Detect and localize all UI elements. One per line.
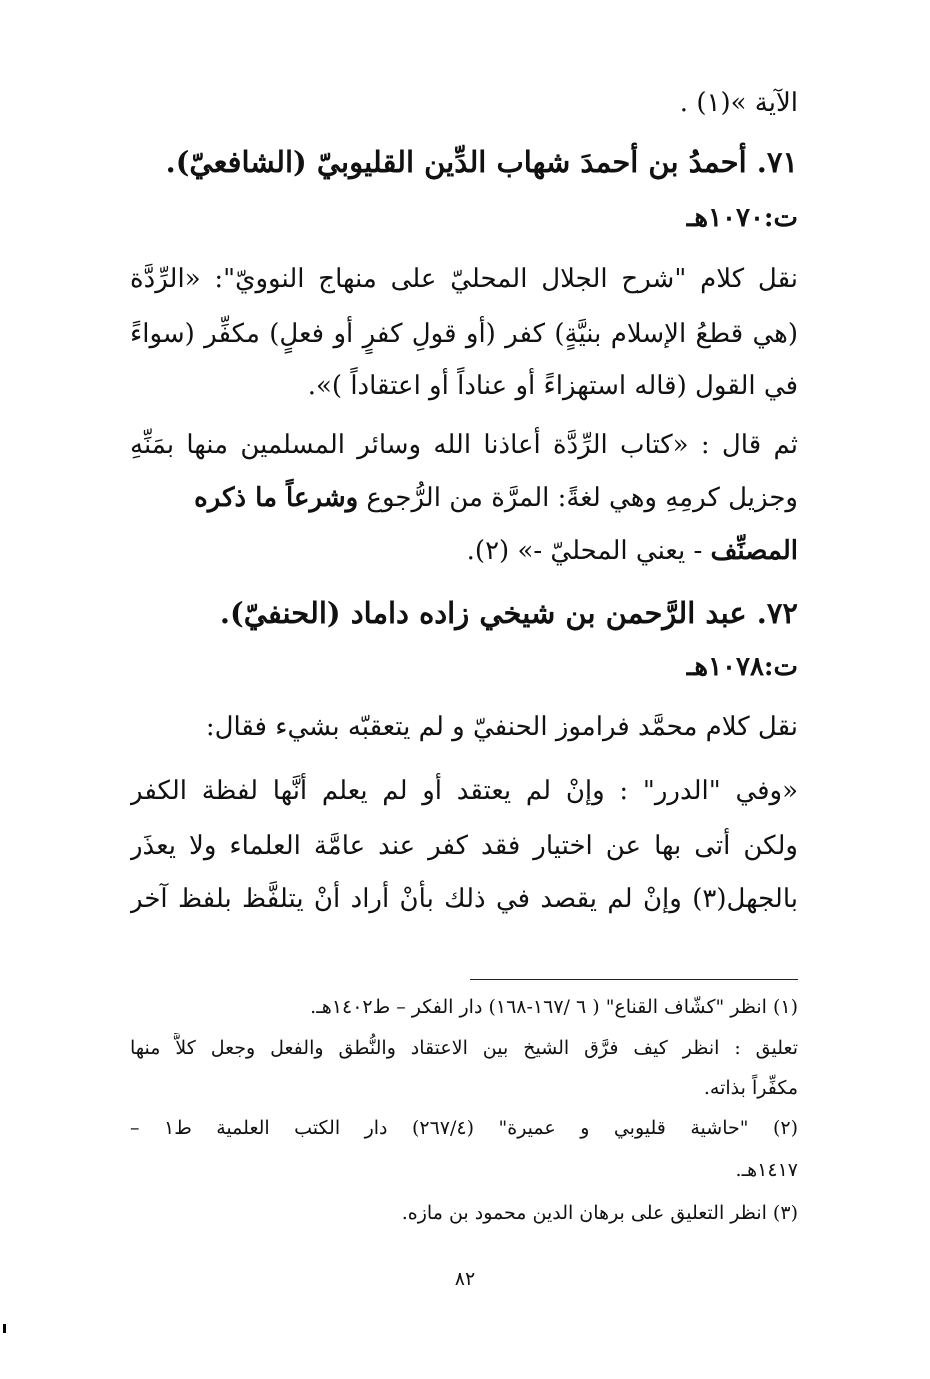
footnote-1-comment-cont: مكفِّراً بذاته. <box>703 1077 798 1099</box>
text-line-15: بالجهل(٣) وإنْ لم يقصد في ذلك بأنْ أراد أنْ يتلفَّظ بلفظ آخر <box>130 884 798 914</box>
text-line-1: الآية »(١) . <box>679 88 798 118</box>
text-line-9 <box>130 531 798 571</box>
margin-mark <box>3 1324 6 1333</box>
footnote-3: (٣) انظر التعليق على برهان الدين محمود بن مازه. <box>401 1202 798 1224</box>
text-line-8-bold: وشرعاً ما ذكره <box>194 483 359 513</box>
entry-71-heading: ٧١. أحمدُ بن أحمدَ شهاب الدِّين القليوبيّ (الشافعيّ). <box>165 145 798 179</box>
footnote-separator <box>470 979 798 980</box>
text-line-6: في القول (قاله استهزاءً أو عناداً أو اعتقاداً )». <box>307 371 798 401</box>
text-line-7: ثم قال : «كتاب الرِّدَّة أعاذنا الله وسائر المسلمين منها بمَنِّهِ <box>130 430 798 460</box>
text-line-9-bold: المصنِّف <box>710 536 798 566</box>
text-line-5: (هي قطعُ الإسلام بنيَّةٍ) كفر (أو قولِ كفرٍ أو فعلٍ) مكفِّر (سواءً <box>130 319 798 349</box>
text-line-8-start: وجزيل كرمِهِ وهي لغةً: المرَّة من الرُّجوع <box>358 483 798 513</box>
text-line-9-end: - يعني المحليّ -» (٢). <box>466 536 711 566</box>
entry-71-death-date: ت:١٠٧٠هـ <box>686 203 798 233</box>
text-line-13: «وفي "الدرر" : وإنْ لم يعتقد أو لم يعلم أنَّها لفظة الكفر <box>130 776 798 806</box>
page-number: ٨٢ <box>454 1268 476 1290</box>
entry-72-heading: ٧٢. عبد الرَّحمن بن شيخي زاده داماد (الحنفيّ). <box>219 596 798 630</box>
text-line-12: نقل كلام محمَّد فراموز الحنفيّ و لم يتعقبّه بشيء فقال: <box>205 712 798 742</box>
text-line-14: ولكن أتى بها عن اختيار فقد كفر عند عامَّة العلماء ولا يعذَر <box>130 831 798 861</box>
text-line-4: نقل كلام "شرح الجلال المحليّ على منهاج النوويّ": «الرِّدَّة <box>130 264 798 294</box>
footnote-2-cont: ١٤١٧هـ. <box>735 1159 798 1181</box>
footnote-1-comment: تعليق : انظر كيف فرَّق الشيخ بين الاعتقاد والنُّطق والفعل وجعل كلاًّ منها <box>130 1037 798 1059</box>
footnote-1: (١) انظر "كشّاف القناع" ( ٦ /١٦٧-١٦٨) دار الفكر – ط١٤٠٢هـ. <box>310 996 798 1018</box>
entry-72-death-date: ت:١٠٧٨هـ <box>686 652 798 682</box>
footnote-2: (٢) "حاشية قليوبي و عميرة" (٢٦٧/٤) دار الكتب العلمية ط١ – <box>130 1117 798 1139</box>
text-line-8 <box>130 478 798 518</box>
